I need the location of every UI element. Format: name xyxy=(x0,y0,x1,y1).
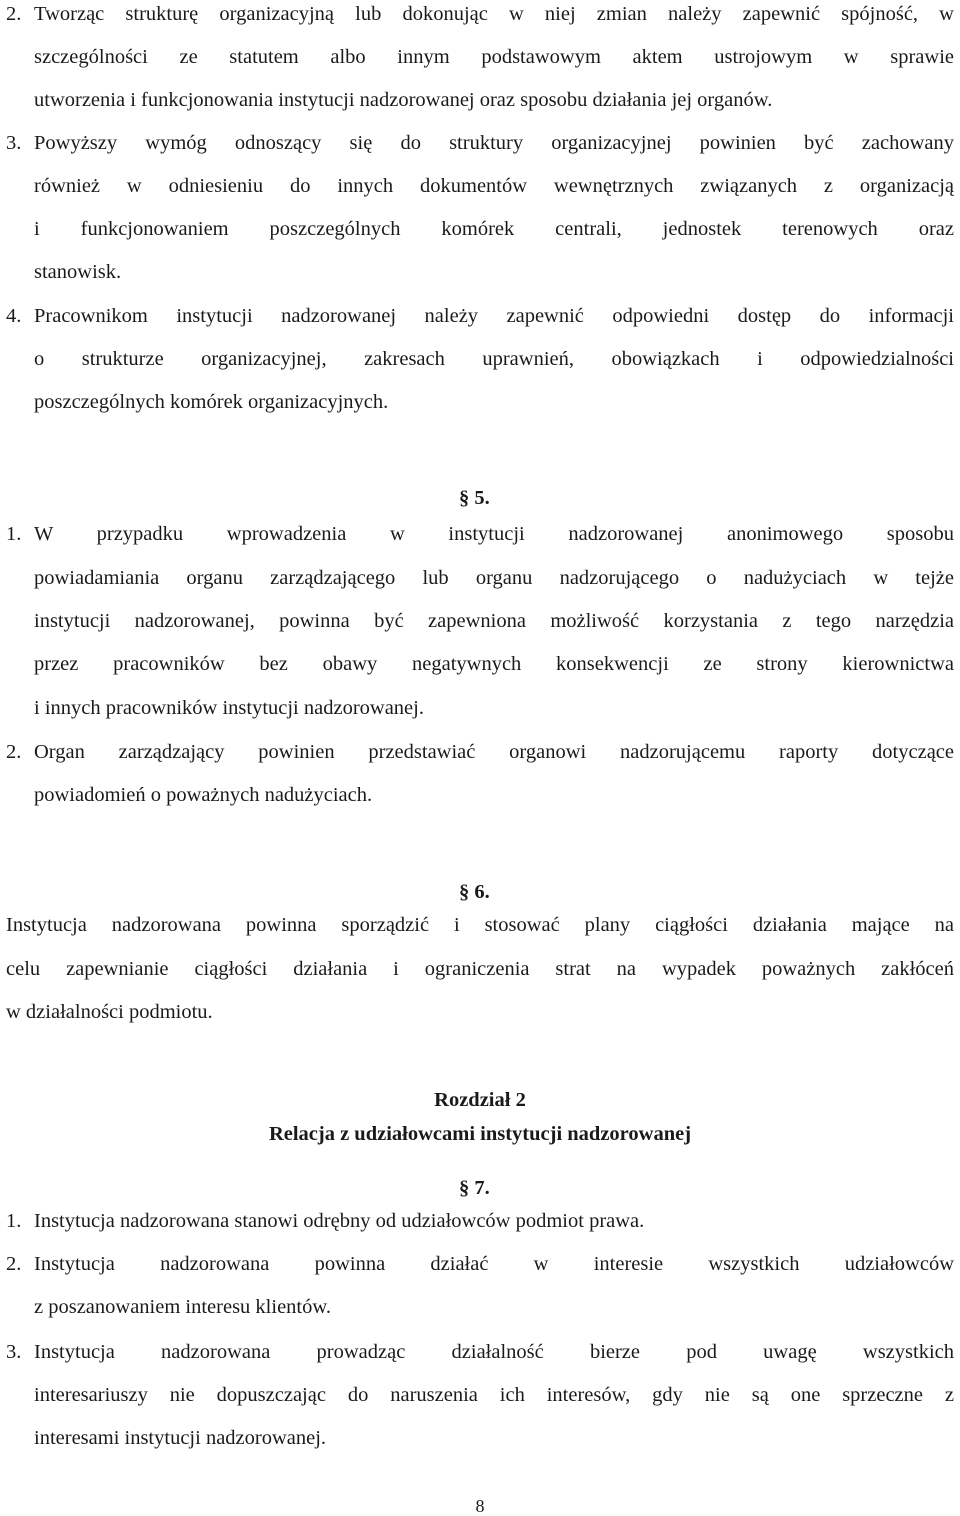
paragraph-line: i innych pracowników instytucji nadzorowanej. xyxy=(34,697,424,719)
paragraph-line: z poszanowaniem interesu klientów. xyxy=(34,1296,331,1318)
paragraph-line: Instytucja nadzorowana stanowi odrębny od udziałowców podmiot prawa. xyxy=(34,1210,645,1232)
paragraph-line: Powyższy wymóg odnoszący się do struktury organizacyjnej powinien być zachowany xyxy=(34,132,954,154)
page-number: 8 xyxy=(475,1496,485,1516)
paragraph-line: Instytucja nadzorowana powinna sporządzić i stosować plany ciągłości działania mające na xyxy=(6,914,954,936)
paragraph-line: szczególności ze statutem albo innym podstawowym aktem ustrojowym w sprawie xyxy=(34,46,954,68)
paragraph-number: 2. xyxy=(6,1253,22,1275)
paragraph-number: 2. xyxy=(6,741,22,763)
paragraph-line: Pracownikom instytucji nadzorowanej należy zapewnić odpowiedni dostęp do informacji xyxy=(34,305,954,327)
paragraph-line: powiadomień o poważnych nadużyciach. xyxy=(34,784,373,806)
paragraph-line: utworzenia i funkcjonowania instytucji nadzorowanej oraz sposobu działania jej organów. xyxy=(34,89,773,111)
chapter-subtitle: Relacja z udziałowcami instytucji nadzorowanej xyxy=(268,1123,692,1145)
paragraph-line: W przypadku wprowadzenia w instytucji nadzorowanej anonimowego sposobu xyxy=(34,523,954,545)
paragraph-line: stanowisk. xyxy=(34,261,122,283)
chapter-title: Rozdział 2 xyxy=(434,1089,526,1111)
paragraph-line: powiadamiania organu zarządzającego lub organu nadzorującego o nadużyciach w tejże xyxy=(34,567,954,589)
paragraph-line: Instytucja nadzorowana powinna działać w interesie wszystkich udziałowców xyxy=(34,1253,954,1275)
section-heading: § 7. xyxy=(459,1177,490,1199)
paragraph-line: w działalności podmiotu. xyxy=(6,1001,213,1023)
paragraph-line: przez pracowników bez obawy negatywnych konsekwencji ze strony kierownictwa xyxy=(34,653,954,675)
paragraph-number: 1. xyxy=(6,1210,22,1232)
paragraph-line: interesariuszy nie dopuszczając do naruszenia ich interesów, gdy nie są one sprzeczne z xyxy=(34,1384,954,1406)
section-heading: § 6. xyxy=(459,881,490,903)
paragraph-number: 1. xyxy=(6,523,22,545)
paragraph-line: Tworząc strukturę organizacyjną lub dokonując w niej zmian należy zapewnić spójność, w xyxy=(34,3,954,25)
paragraph-line: o strukturze organizacyjnej, zakresach uprawnień, obowiązkach i odpowiedzialności xyxy=(34,348,954,370)
paragraph-line: również w odniesieniu do innych dokumentów wewnętrznych związanych z organizacją xyxy=(34,175,954,197)
paragraph-number: 4. xyxy=(6,305,22,327)
section-heading: § 5. xyxy=(459,487,490,509)
paragraph-line: Organ zarządzający powinien przedstawiać organowi nadzorującemu raporty dotyczące xyxy=(34,741,954,763)
paragraph-line: i funkcjonowaniem poszczególnych komórek centrali, jednostek terenowych oraz xyxy=(34,218,954,240)
paragraph-number: 2. xyxy=(6,3,22,25)
paragraph-number: 3. xyxy=(6,132,22,154)
paragraph-line: instytucji nadzorowanej, powinna być zapewniona możliwość korzystania z tego narzędzia xyxy=(34,610,954,632)
paragraph-line: Instytucja nadzorowana prowadząc działalność bierze pod uwagę wszystkich xyxy=(34,1341,954,1363)
paragraph-number: 3. xyxy=(6,1341,22,1363)
paragraph-line: interesami instytucji nadzorowanej. xyxy=(34,1427,327,1449)
paragraph-line: poszczególnych komórek organizacyjnych. xyxy=(34,391,389,413)
paragraph-line: celu zapewnianie ciągłości działania i ograniczenia strat na wypadek poważnych zakłóceń xyxy=(6,958,954,980)
